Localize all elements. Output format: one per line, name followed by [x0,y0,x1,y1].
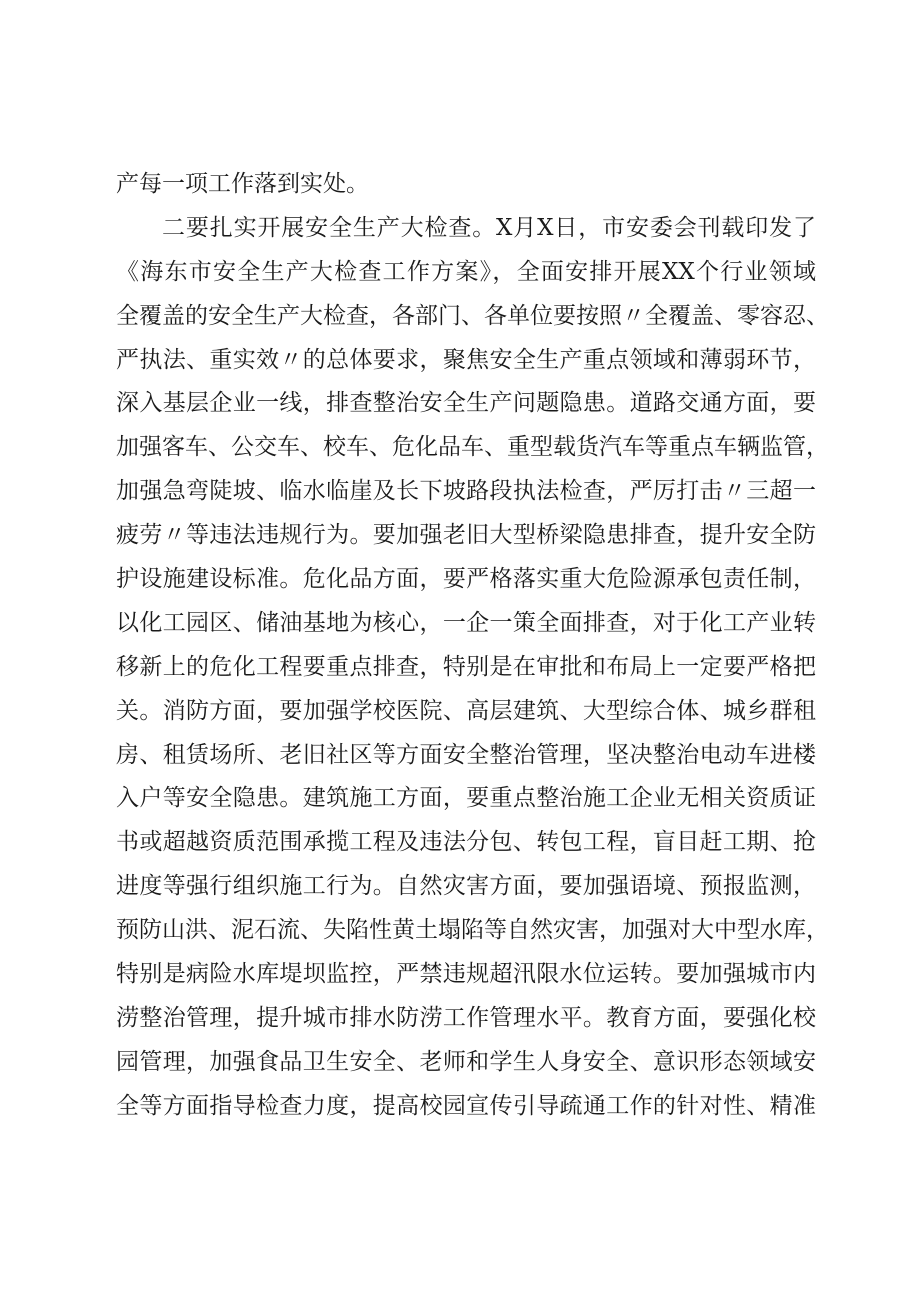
text-line: 严执法、重实效〃的总体要求，聚焦安全生产重点领域和薄弱环节， [116,346,816,373]
text-line: 以化工园区、储油基地为核心，一企一策全面排查，对于化工产业转 [116,609,816,636]
text-line: 加强急弯陡坡、临水临崖及长下坡路段执法检查，严厉打击〃三超一 [116,478,816,505]
text-line: 特别是病险水库堤坝监控，严禁违规超汛限水位运转。要加强城市内 [116,961,816,988]
text-line: 关。消防方面，要加强学校医院、高层建筑、大型综合体、城乡群租 [116,697,816,724]
text-line: 进度等强行组织施工行为。自然灾害方面，要加强语境、预报监测， [116,873,816,900]
text-line: 《海东市安全生产大检查工作方案》，全面安排开展XX个行业领域 [116,258,816,285]
text-line: 预防山洪、泥石流、失陷性黄土塌陷等自然灾害，加强对大中型水库， [116,917,829,944]
text-line: 产每一项工作落到实处。 [116,171,369,197]
text-line: 全覆盖的安全生产大检查，各部门、各单位要按照〃全覆盖、零容忍、 [116,302,829,329]
text-line: 书或超越资质范围承揽工程及违法分包、转包工程，盲目赶工期、抢 [116,829,816,856]
text-line: 疲劳〃等违法违规行为。要加强老旧大型桥梁隐患排查，提升安全防 [116,522,816,549]
text-line: 移新上的危化工程要重点排查，特别是在审批和布局上一定要严格把 [116,653,816,680]
text-line: 涝整治管理，提升城市排水防涝工作管理水平。教育方面，要强化校 [116,1004,816,1031]
text-line: 入户等安全隐患。建筑施工方面，要重点整治施工企业无相关资质证 [116,785,816,812]
text-line: 护设施建设标准。危化品方面，要严格落实重大危险源承包责任制， [116,566,816,593]
text-line: 深入基层企业一线，排查整治安全生产问题隐患。道路交通方面，要 [116,390,816,417]
text-line: 全等方面指导检查力度，提高校园宣传引导疏通工作的针对性、精准 [116,1092,816,1119]
text-line: 园管理，加强食品卫生安全、老师和学生人身安全、意识形态领域安 [116,1048,816,1075]
text-line: 加强客车、公交车、校车、危化品车、重型载货汽车等重点车辆监管， [116,434,829,461]
body-text [116,163,829,1129]
paragraph-start-line: 二要扎实开展安全生产大检查。X月X日，市安委会刊载印发了 [162,214,816,241]
text-line: 房、租赁场所、老旧社区等方面安全整治管理，坚决整治电动车进楼 [116,741,816,768]
